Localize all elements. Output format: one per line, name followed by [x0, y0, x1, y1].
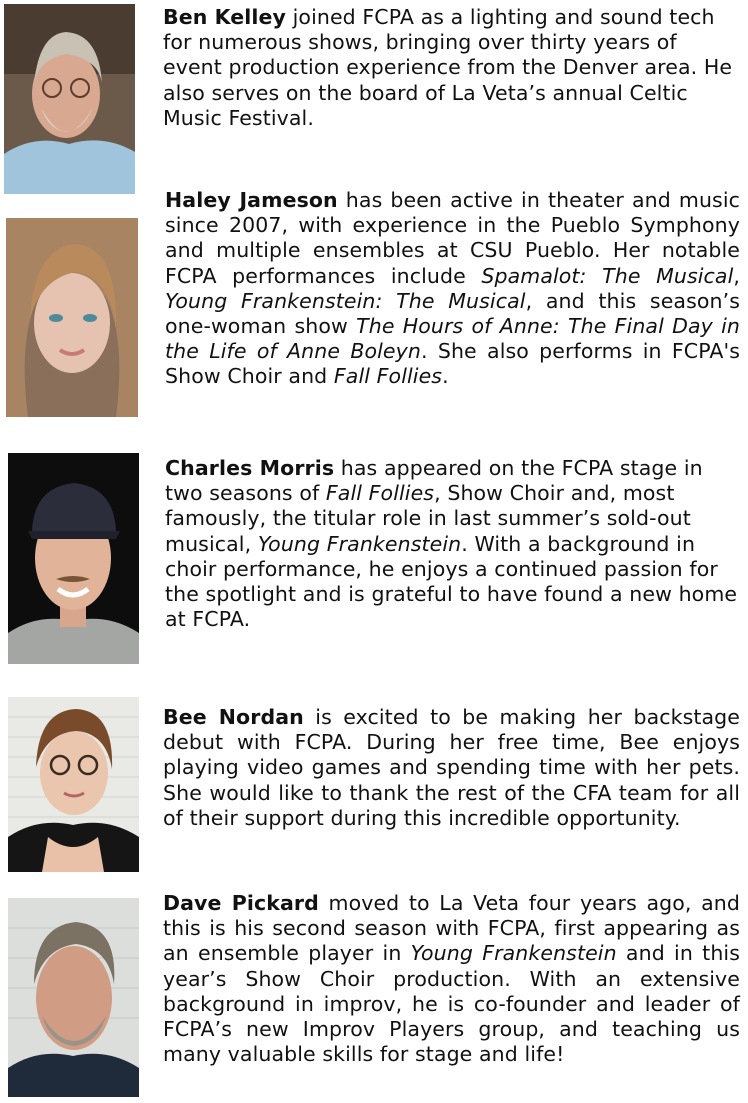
portrait-photo-icon	[6, 218, 138, 417]
bio-text: joined FCPA as a lighting and sound tech for numerous shows, bringing over thirty years of event production experience from the Denver area. He also serves on the board of La Veta’s annual Celtic Music Festival.	[163, 5, 733, 130]
bio-text: , Show Choir and, most famously, the titular role in last summer’s sold-out musical,	[165, 481, 691, 556]
bio-text: has appeared on the FCPA stage in two seasons of	[165, 456, 703, 506]
bio-name: Haley Jameson	[165, 188, 338, 212]
portrait-photo-icon	[8, 898, 139, 1097]
bio-text: moved to La Veta four years ago, and this is his second season with FCPA, first appearing as an ensemble player in	[163, 891, 740, 966]
bio-text: has been active in theater and music since 2007, with experience in the Pueblo Symphony and multiple ensembles at CSU Pueblo. Her notable FCPA performances include	[165, 188, 740, 288]
bio-italic-title: The Hours of Anne: The Final Day in the Life of Anne Boleyn	[165, 314, 740, 364]
bio-description	[165, 456, 737, 631]
bio-italic-title: Young Frankenstein	[410, 941, 617, 966]
bio-italic-title: Young Frankenstein	[257, 531, 462, 556]
bio-name: Charles Morris	[165, 456, 335, 480]
bio-italic-title: Fall Follies	[325, 481, 435, 506]
bio-description	[163, 891, 740, 1066]
bio-name: Bee Nordan	[163, 705, 304, 729]
portrait-photo-icon	[4, 4, 135, 194]
portrait-photo-icon	[8, 453, 139, 664]
bio-italic-title: Young Frankenstein: The Musical	[165, 288, 526, 313]
bio-italic-title: Spamalot: The Musical	[481, 263, 734, 288]
bio-text: , and this season’s one-woman show	[165, 288, 740, 339]
bio-text: . With a background in choir performance, he enjoys a continued passion for the spotlight and is grateful to have found a new home at FCPA.	[165, 531, 738, 632]
bio-text: ,	[733, 263, 740, 288]
bio-text: is excited to be making her backstage debut with FCPA. During her free time, Bee enjoys playing video games and spending time with her pets. She would like to thank the rest of the CFA team for all of their support during this incredible opportunity.	[163, 705, 740, 830]
bio-description	[165, 188, 740, 388]
portrait-photo-icon	[8, 697, 139, 872]
bio-name: Ben Kelley	[163, 5, 287, 29]
bio-text: .	[442, 364, 449, 389]
bio-name: Dave Pickard	[163, 891, 319, 915]
bio-text: . She also performs in FCPA's Show Choir and	[165, 339, 741, 389]
bio-italic-title: Fall Follies	[333, 364, 443, 389]
bio-text: and in this year’s Show Choir production. With an extensive background in improv, he is co-founder and leader of FCPA’s new Improv Players group, and teaching us many valuable skills for stage and life!	[163, 941, 740, 1067]
